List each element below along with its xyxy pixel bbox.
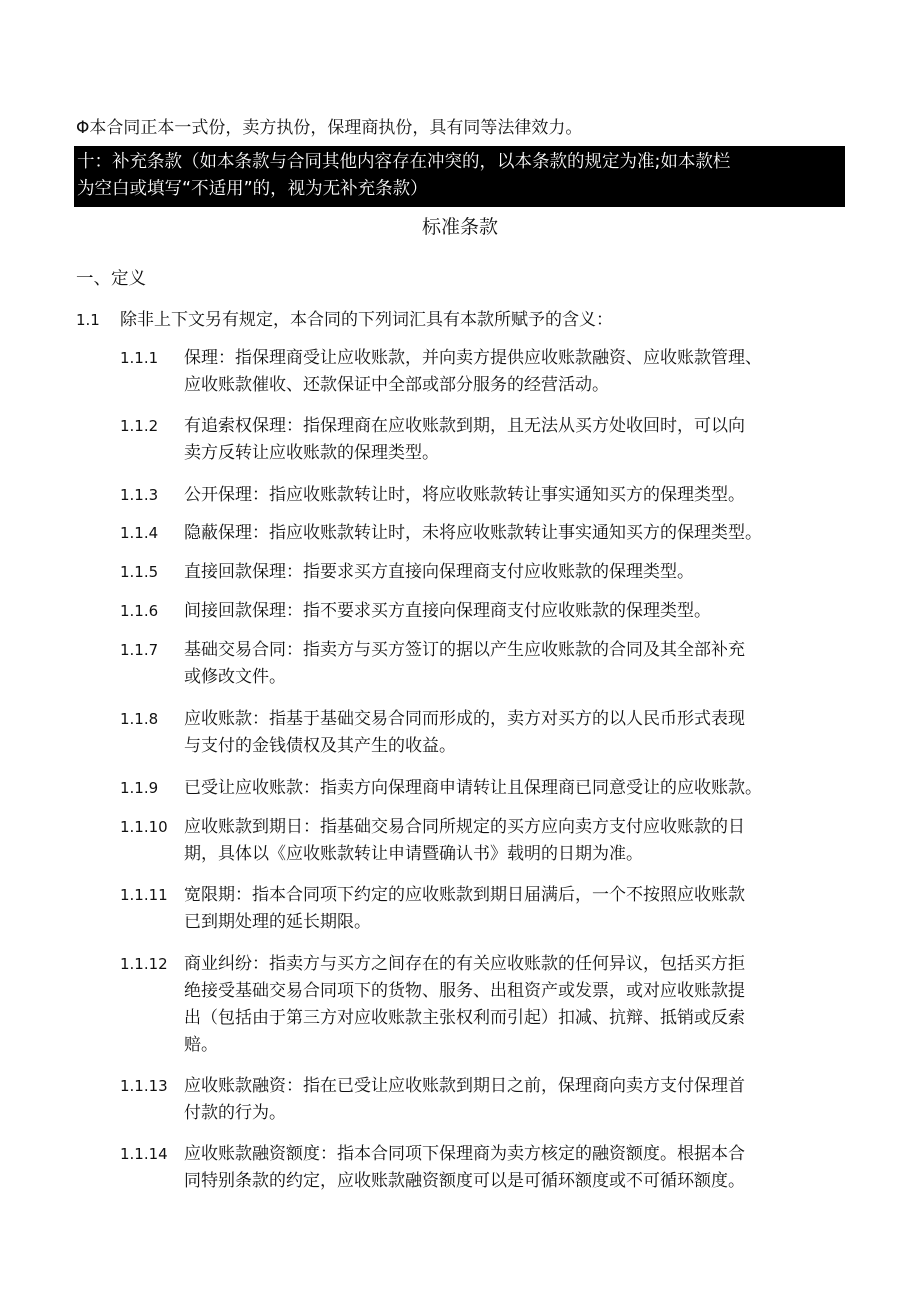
- definition-line: 直接回款保理：指要求买方直接向保理商支付应收账款的保理类型。: [184, 562, 694, 582]
- definition-item: [120, 345, 848, 399]
- definition-line: 应收账款催收、还款保证中全部或部分服务的经营活动。: [184, 375, 609, 395]
- definition-line: 基础交易合同：指卖方与买方签订的据以产生应收账款的合同及其全部补充: [184, 640, 745, 660]
- definition-number: 1.1.3: [120, 486, 159, 504]
- definition-line: 绝接受基础交易合同项下的货物、服务、出租资产或发票，或对应收账款提: [184, 981, 745, 1001]
- supplement-clause-box: [74, 146, 845, 207]
- definition-line: 卖方反转让应收账款的保理类型。: [184, 443, 439, 463]
- definition-item: [120, 951, 848, 1059]
- definition-line: 已受让应收账款：指卖方向保理商申请转让且保理商已同意受让的应收账款。: [184, 778, 762, 798]
- clause-number: 1.1: [76, 311, 100, 329]
- definition-line: 付款的行为。: [184, 1103, 286, 1123]
- definition-item: [120, 559, 848, 586]
- definition-line: 出（包括由于第三方对应收账款主张权利而引起）扣减、抗辩、抵销或反索: [184, 1008, 745, 1028]
- definition-line: 应收账款：指基于基础交易合同而形成的，卖方对买方的以人民币形式表现: [184, 709, 745, 729]
- definition-item: [120, 413, 848, 467]
- definition-number: 1.1.10: [120, 818, 168, 836]
- definition-number: 1.1.12: [120, 955, 168, 973]
- definition-item: [120, 1141, 848, 1195]
- intro-line: Φ本合同正本一式份，卖方执份，保理商执份，具有同等法律效力。: [76, 118, 583, 138]
- definition-item: [120, 482, 848, 509]
- definition-number: 1.1.6: [120, 602, 159, 620]
- definition-number: 1.1.1: [120, 349, 159, 367]
- clause-text: 除非上下文另有规定，本合同的下列词汇具有本款所赋予的含义：: [120, 310, 613, 330]
- definition-line: 商业纠纷：指卖方与买方之间存在的有关应收账款的任何异议，包括买方拒: [184, 954, 745, 974]
- definition-line: 期，具体以《应收账款转让申请暨确认书》载明的日期为准。: [184, 844, 643, 864]
- definition-number: 1.1.4: [120, 524, 159, 542]
- definition-line: 应收账款融资额度：指本合同项下保理商为卖方核定的融资额度。根据本合: [184, 1144, 745, 1164]
- definition-line: 已到期处理的延长期限。: [184, 912, 371, 932]
- definition-line: 赔。: [184, 1035, 218, 1055]
- definition-line: 隐蔽保理：指应收账款转让时，未将应收账款转让事实通知买方的保理类型。: [184, 523, 762, 543]
- definition-line: 间接回款保理：指不要求买方直接向保理商支付应收账款的保理类型。: [184, 601, 711, 621]
- supplement-line: 为空白或填写“不适用”的，视为无补充条款）: [77, 179, 428, 199]
- definition-line: 应收账款融资：指在已受让应收账款到期日之前，保理商向卖方支付保理首: [184, 1076, 745, 1096]
- clause-1-1: [76, 308, 613, 332]
- definition-item: [120, 1073, 848, 1127]
- definition-number: 1.1.9: [120, 779, 159, 797]
- definition-line: 与支付的金钱债权及其产生的收益。: [184, 736, 456, 756]
- definition-number: 1.1.13: [120, 1077, 168, 1095]
- definition-item: [120, 775, 848, 802]
- definition-number: 1.1.7: [120, 641, 159, 659]
- definition-line: 公开保理：指应收账款转让时，将应收账款转让事实通知买方的保理类型。: [184, 485, 745, 505]
- definition-item: [120, 814, 848, 868]
- page-title: 标准条款: [421, 216, 498, 238]
- section-heading: 一、定义: [76, 269, 146, 289]
- definition-line: 有追索权保理：指保理商在应收账款到期，且无法从买方处收回时，可以向: [184, 416, 745, 436]
- definition-line: 同特别条款的约定，应收账款融资额度可以是可循环额度或不可循环额度。: [184, 1171, 745, 1191]
- definition-line: 应收账款到期日：指基础交易合同所规定的买方应向卖方支付应收账款的日: [184, 817, 745, 837]
- definition-number: 1.1.11: [120, 886, 168, 904]
- definition-item: [120, 882, 848, 936]
- definition-item: [120, 598, 848, 625]
- definition-line: 宽限期：指本合同项下约定的应收账款到期日届满后，一个不按照应收账款: [184, 885, 745, 905]
- definition-number: 1.1.5: [120, 563, 159, 581]
- supplement-line: 十：补充条款（如本条款与合同其他内容存在冲突的，以本条款的规定为准;如本款栏: [77, 152, 731, 172]
- definition-item: [120, 637, 848, 691]
- definition-line: 保理：指保理商受让应收账款，并向卖方提供应收账款融资、应收账款管理、: [184, 348, 762, 368]
- definition-number: 1.1.14: [120, 1145, 168, 1163]
- definition-item: [120, 706, 848, 760]
- definition-item: [120, 520, 848, 547]
- definition-number: 1.1.2: [120, 417, 159, 435]
- definition-line: 或修改文件。: [184, 667, 286, 687]
- definition-number: 1.1.8: [120, 710, 159, 728]
